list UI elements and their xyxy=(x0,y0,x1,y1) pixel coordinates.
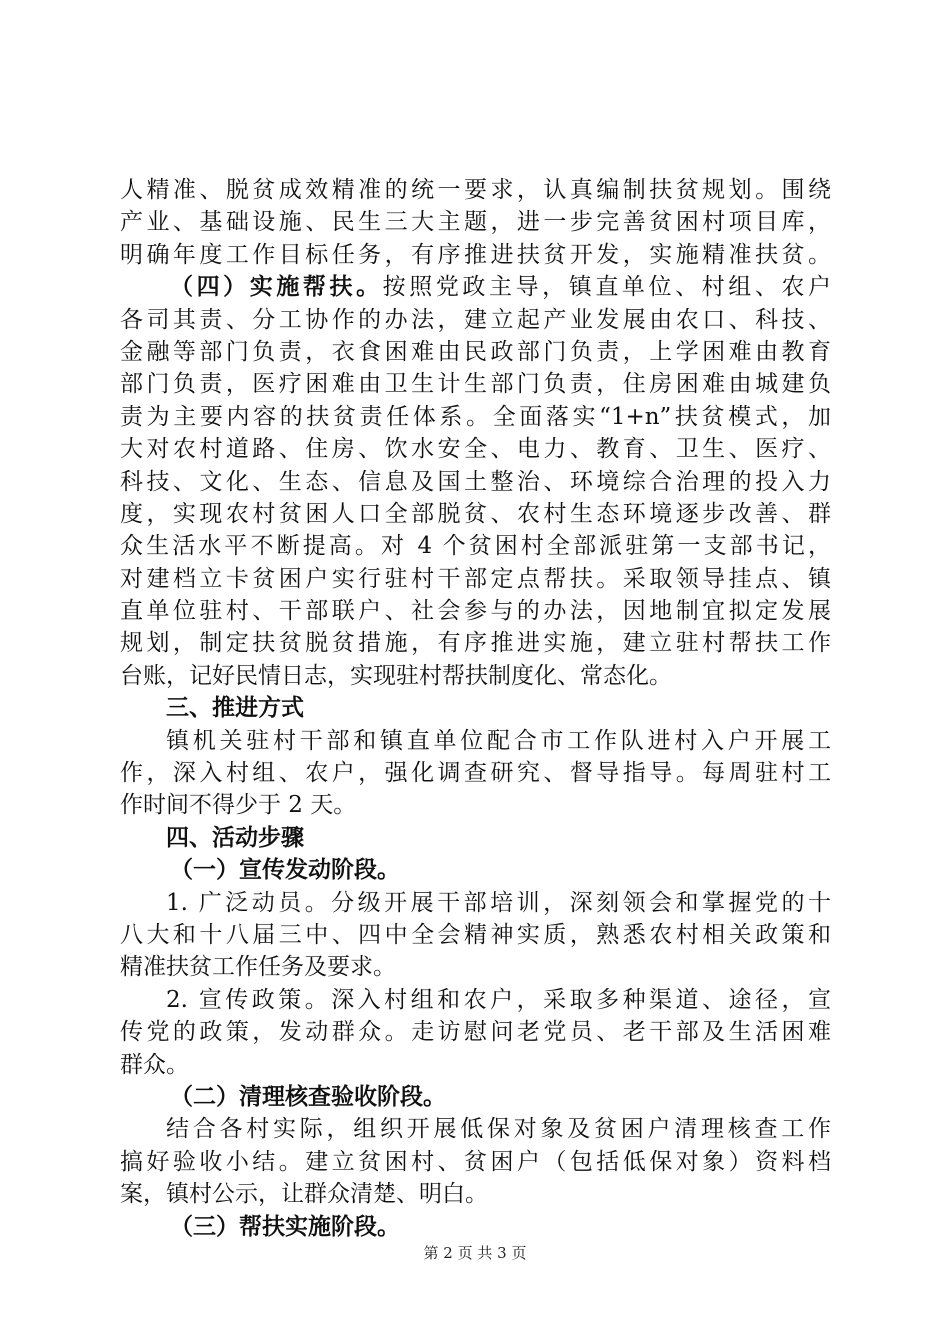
paragraph-text: 责为主要内容的扶贫责任体系。全面落实“1+n”扶贫模式，加 xyxy=(120,403,831,430)
paragraph-text: 群众。 xyxy=(120,1051,189,1078)
text-line xyxy=(120,789,831,821)
paragraph-text: 对建档立卡贫困户实行驻村干部定点帮扶。采取领导挂点、镇 xyxy=(120,565,831,592)
text-line xyxy=(120,984,831,1016)
text-line xyxy=(120,336,831,368)
text-line xyxy=(120,206,831,238)
text-line xyxy=(120,627,831,659)
text-line xyxy=(120,919,831,951)
text-line xyxy=(120,1113,831,1145)
text-line xyxy=(120,692,831,724)
section-heading: （四）实施帮扶。 xyxy=(170,274,383,301)
text-line xyxy=(120,725,831,757)
text-line xyxy=(120,530,831,562)
paragraph-text: 度，实现农村贫困人口全部脱贫、农村生态环境逐步改善、群 xyxy=(120,500,831,527)
paragraph-text: 1. 广泛动员。分级开展干部培训，深刻领会和掌握党的十 xyxy=(166,889,831,916)
paragraph-text: 人精准、脱贫成效精准的统一要求，认真编制扶贫规划。围绕 xyxy=(120,177,831,203)
text-line xyxy=(120,271,831,303)
paragraph-text: 传党的政策，发动群众。走访慰问老党员、老干部及生活困难 xyxy=(120,1019,831,1046)
paragraph-text: 众生活水平不断提高。对 4 个贫困村全部派驻第一支部书记， xyxy=(120,533,831,560)
text-line xyxy=(120,304,831,336)
section-heading: 三、推进方式 xyxy=(166,695,304,722)
text-line xyxy=(120,660,831,692)
paragraph-text: 直单位驻村、干部联户、社会参与的办法，因地制宜拟定发展 xyxy=(120,598,831,625)
text-line xyxy=(120,1146,831,1178)
paragraph-text: 按照党政主导，镇直单位、村组、农户 xyxy=(382,274,831,301)
text-line xyxy=(120,595,831,627)
page-footer: 第 2 页 共 3 页 xyxy=(423,1244,527,1262)
text-line xyxy=(120,239,831,271)
paragraph-text: 作，深入村组、农户，强化调查研究、督导指导。每周驻村工 xyxy=(120,760,831,787)
paragraph-text: 台账，记好民情日志，实现驻村帮扶制度化、常态化。 xyxy=(120,662,672,689)
text-line xyxy=(120,757,831,789)
paragraph-text: 八大和十八届三中、四中全会精神实质，熟悉农村相关政策和 xyxy=(120,921,831,948)
paragraph-text: 作时间不得少于 2 天。 xyxy=(120,792,357,819)
paragraph-text: 金融等部门负责，衣食困难由民政部门负责，上学困难由教育 xyxy=(120,338,831,365)
section-heading: 四、活动步骤 xyxy=(166,824,304,851)
text-line xyxy=(120,1049,831,1081)
text-line xyxy=(120,1211,831,1243)
text-line xyxy=(120,1178,831,1210)
paragraph-text: 产业、基础设施、民生三大主题，进一步完善贫困村项目库， xyxy=(120,209,831,236)
paragraph-text: 科技、文化、生态、信息及国土整治、环境综合治理的投入力 xyxy=(120,468,831,495)
section-heading: （三）帮扶实施阶段。 xyxy=(170,1213,400,1240)
text-line xyxy=(120,563,831,595)
text-line xyxy=(120,433,831,465)
paragraph-text: 搞好验收小结。建立贫困村、贫困户（包括低保对象）资料档 xyxy=(120,1148,831,1175)
paragraph-text: 大对农村道路、住房、饮水安全、电力、教育、卫生、医疗、 xyxy=(120,436,831,463)
paragraph-text: 精准扶贫工作任务及要求。 xyxy=(120,954,396,981)
text-line xyxy=(120,951,831,983)
text-line xyxy=(120,1016,831,1048)
paragraph-text: 案，镇村公示，让群众清楚、明白。 xyxy=(120,1181,488,1208)
section-heading: （二）清理核查验收阶段。 xyxy=(170,1083,446,1110)
paragraph-text: 2. 宣传政策。深入村组和农户，采取多种渠道、途径，宣 xyxy=(166,986,831,1013)
text-line xyxy=(120,368,831,400)
text-line xyxy=(120,822,831,854)
text-line xyxy=(120,887,831,919)
text-line xyxy=(120,466,831,498)
text-line xyxy=(120,498,831,530)
paragraph-text: 各司其责、分工协作的办法，建立起产业发展由农口、科技、 xyxy=(120,306,831,333)
paragraph-text: 镇机关驻村干部和镇直单位配合市工作队进村入户开展工 xyxy=(166,727,831,754)
paragraph-text: 明确年度工作目标任务，有序推进扶贫开发，实施精准扶贫。 xyxy=(120,241,831,268)
text-line xyxy=(120,1081,831,1113)
text-line xyxy=(120,854,831,886)
text-line xyxy=(120,401,831,433)
document-body xyxy=(120,174,831,1243)
paragraph-text: 规划，制定扶贫脱贫措施，有序推进实施，建立驻村帮扶工作 xyxy=(120,630,831,657)
paragraph-text: 结合各村实际，组织开展低保对象及贫困户清理核查工作 xyxy=(166,1116,831,1143)
section-heading: （一）宣传发动阶段。 xyxy=(170,857,400,884)
paragraph-text: 部门负责，医疗困难由卫生计生部门负责，住房困难由城建负 xyxy=(120,371,831,398)
text-line xyxy=(120,174,831,206)
